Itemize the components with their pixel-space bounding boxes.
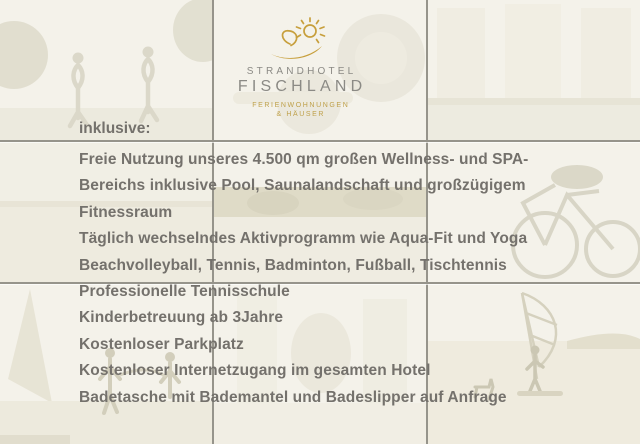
- list-item: [79, 226, 528, 252]
- logo-subtitle-line2: & HÄUSER: [276, 111, 326, 118]
- list-item: [79, 279, 528, 305]
- amenity-line: Beachvolleyball, Tennis, Badminton, Fußball, Tischtennis: [79, 256, 507, 274]
- hotel-name-line2: FISCHLAND: [237, 78, 367, 95]
- amenity-line: Badetasche mit Bademantel und Badeslipper auf Anfrage: [79, 388, 507, 406]
- amenity-line: Kinderbetreuung ab 3Jahre: [79, 309, 284, 327]
- hotel-logo: [233, 16, 367, 118]
- amenity-line: Freie Nutzung unseres 4.500 qm großen Wellness- und SPA-: [79, 151, 529, 168]
- list-item: [79, 305, 528, 331]
- amenity-line: Kostenloser Parkplatz: [79, 335, 244, 353]
- amenities-heading: inklusive:: [79, 120, 151, 137]
- amenities-section: [79, 120, 528, 411]
- list-item: [79, 332, 528, 358]
- sun-and-hare-icon: [258, 16, 342, 64]
- logo-subtitle-line1: FERIENWOHNUNGEN: [252, 102, 350, 109]
- amenity-line: Bereichs inklusive Pool, Saunalandschaft und großzügigem: [79, 177, 526, 195]
- amenity-line: Kostenloser Internetzugang im gesamten Hotel: [79, 362, 431, 380]
- list-item: [79, 358, 528, 384]
- amenity-line: Fitnessraum: [79, 203, 173, 221]
- list-item: [79, 385, 528, 411]
- amenity-line: Täglich wechselndes Aktivprogramm wie Aqua-Fit und Yoga: [79, 230, 528, 248]
- hotel-name-line1: STRANDHOTEL: [246, 66, 357, 77]
- list-item: [79, 147, 528, 226]
- list-item: [79, 253, 528, 279]
- amenity-line: Professionelle Tennisschule: [79, 283, 290, 301]
